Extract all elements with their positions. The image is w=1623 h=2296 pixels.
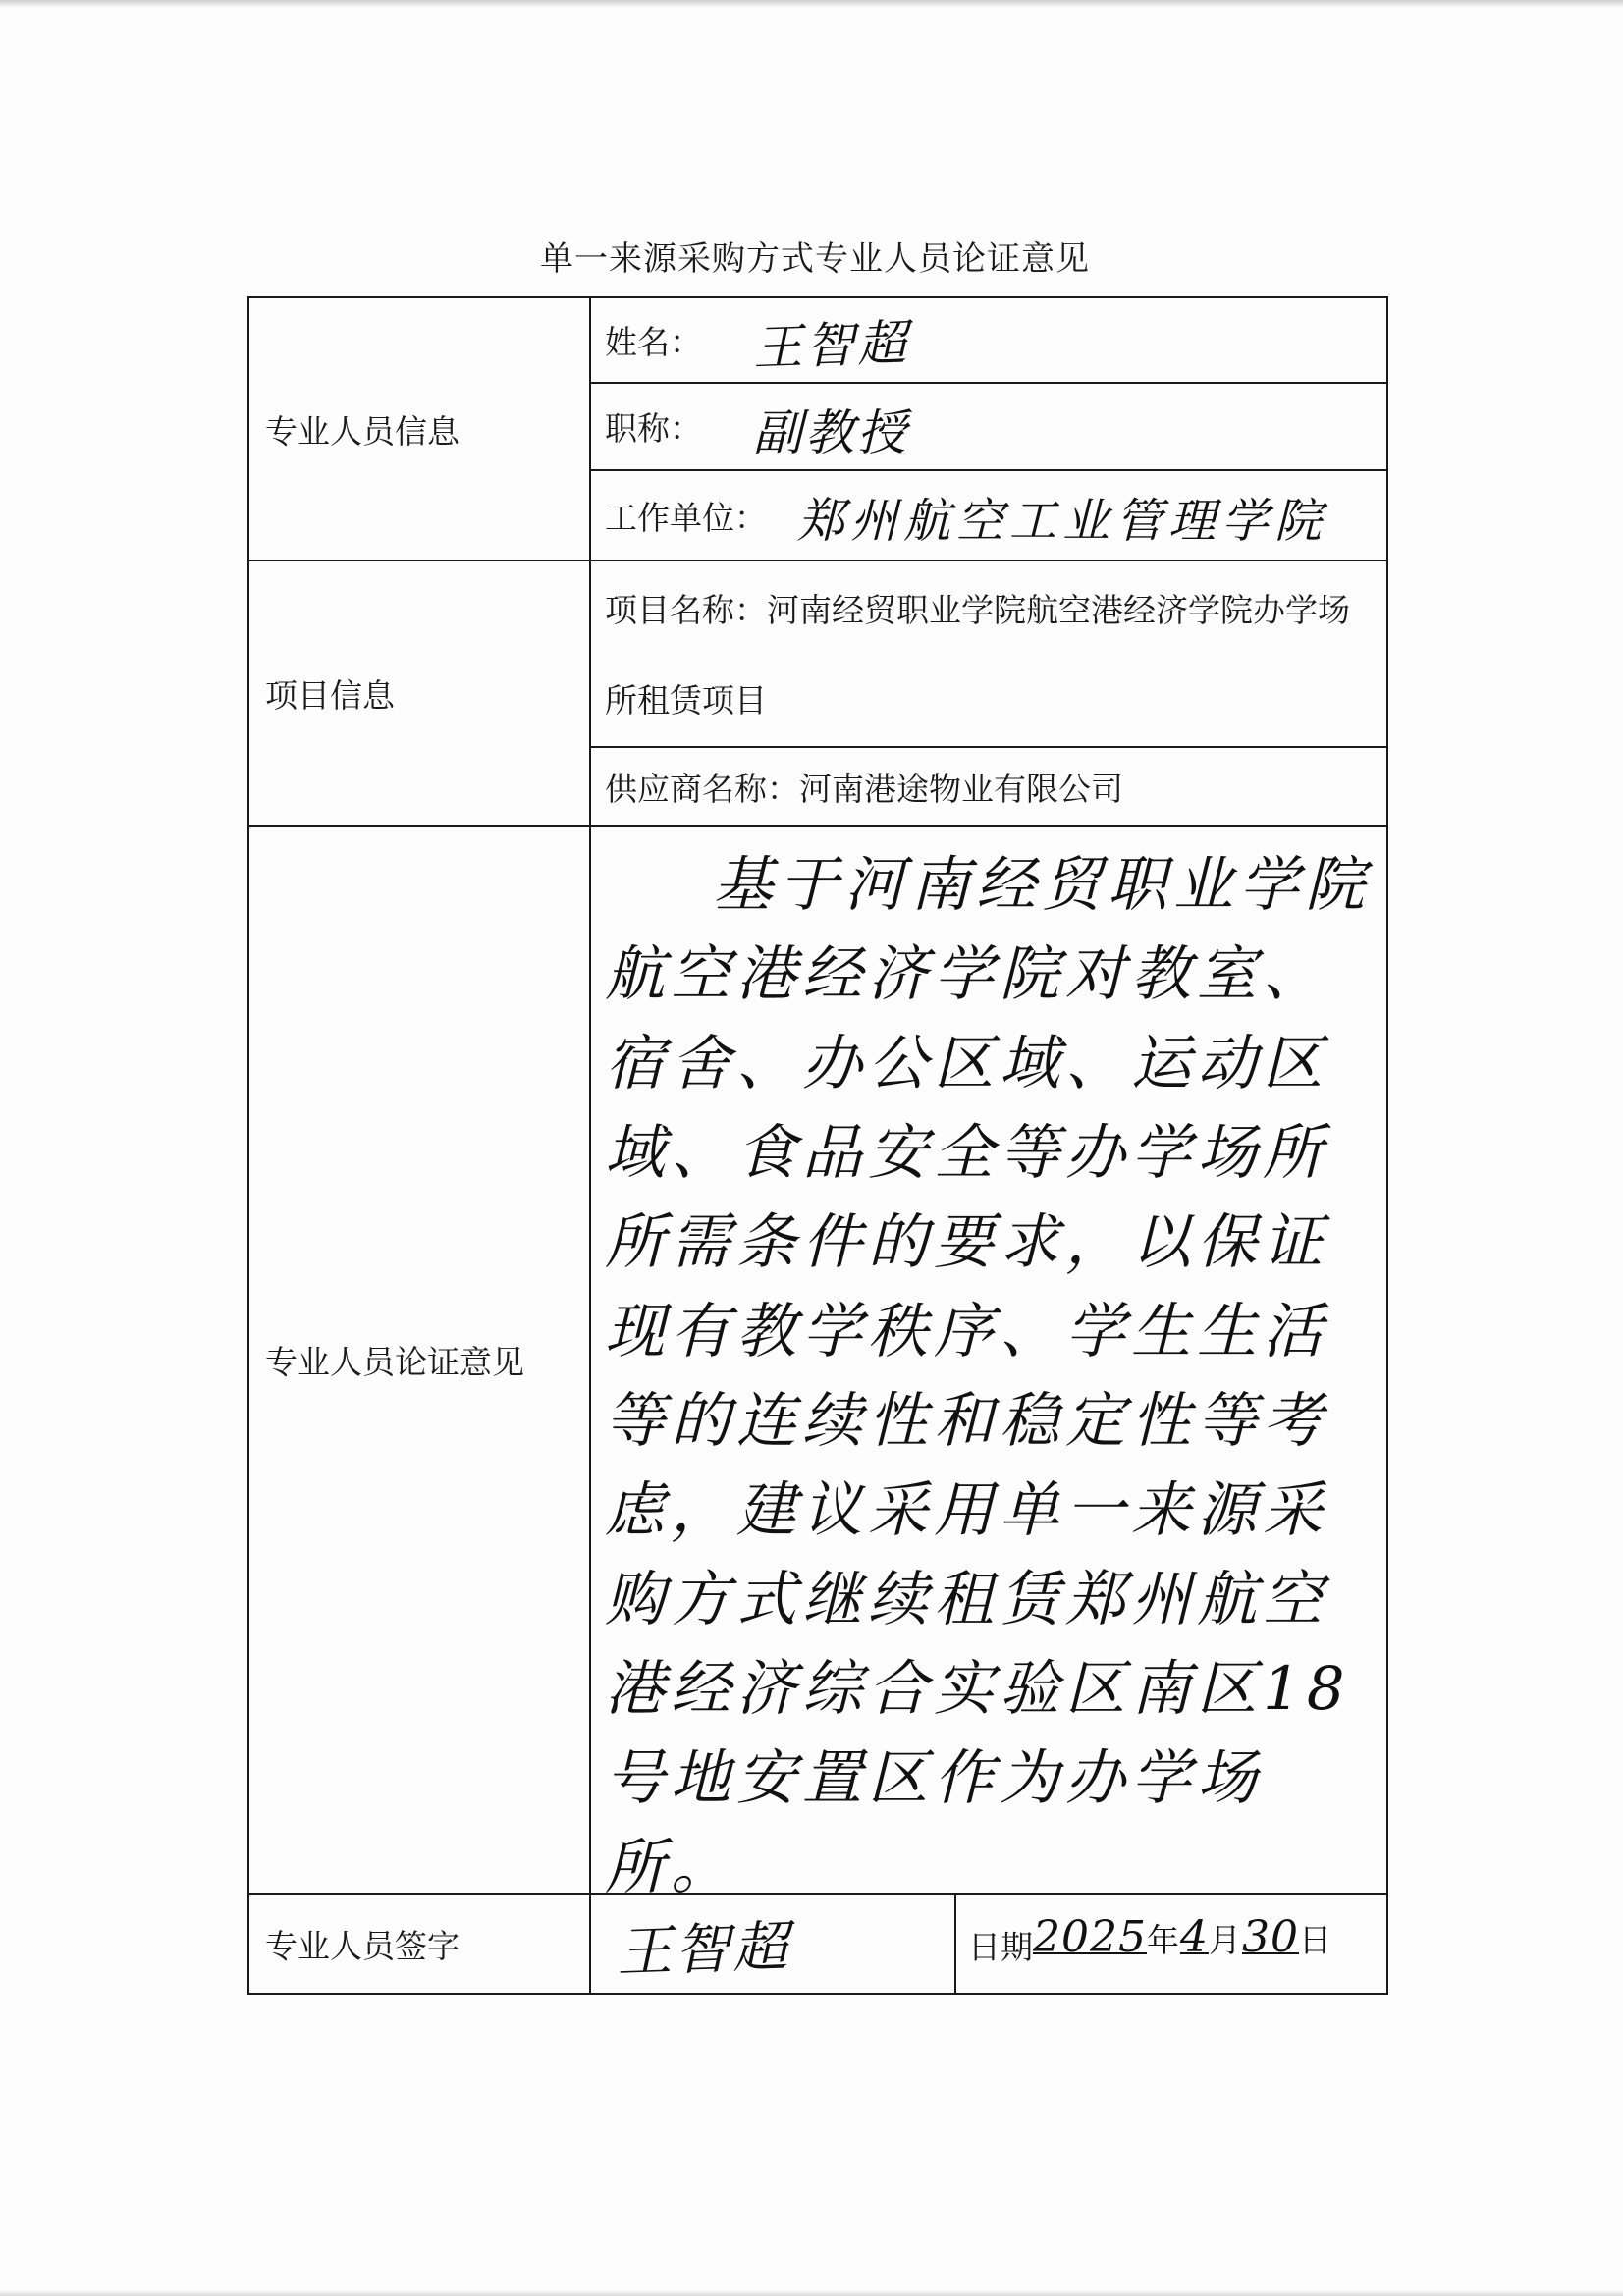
expert-opinion-form	[247, 296, 1388, 1995]
title-handwritten: 副教授	[753, 404, 909, 461]
date-day: 30	[1241, 1912, 1299, 1962]
name-label: 姓名：	[605, 323, 702, 361]
name-row	[248, 297, 1387, 383]
unit-label: 工作单位：	[605, 498, 767, 537]
date-month-suffix: 月	[1208, 1921, 1242, 1959]
unit-cell	[590, 470, 1387, 561]
document-title: 单一来源采购方式专业人员论证意见	[540, 240, 1090, 279]
opinion-cell	[590, 826, 1387, 1902]
name-handwritten: 王智超	[752, 314, 911, 377]
title-cell	[590, 383, 1387, 470]
date-year-suffix: 年	[1146, 1921, 1180, 1959]
expert-info-label: 专业人员信息	[248, 297, 590, 561]
date-cell	[955, 1894, 1387, 1994]
opinion-label: 专业人员论证意见	[248, 826, 590, 1894]
supplier-text: 供应商名称：河南港途物业有限公司	[605, 769, 1123, 808]
signature-cell	[590, 1894, 955, 1994]
signature-handwritten: 王智超	[616, 1914, 792, 1986]
date-label: 日期	[968, 1928, 1033, 1966]
date-month: 4	[1179, 1912, 1209, 1962]
date-year: 2025	[1033, 1912, 1147, 1962]
project-name-text: 项目名称：河南经贸职业学院航空港经济学院办学场所租赁项目	[605, 591, 1350, 720]
project-name-row	[248, 561, 1387, 747]
opinion-row	[248, 826, 1387, 1894]
signature-row	[248, 1894, 1387, 1994]
scan-edge-top	[0, 0, 1623, 8]
date-handwritten	[1033, 1912, 1332, 1962]
date-day-suffix: 日	[1298, 1921, 1332, 1959]
unit-handwritten: 郑州航空工业管理学院	[797, 494, 1328, 549]
signature-label: 专业人员签字	[248, 1894, 590, 1994]
project-info-label: 项目信息	[248, 561, 590, 826]
opinion-area	[591, 827, 1386, 1902]
scan-edge-bottom	[0, 2290, 1623, 2296]
opinion-handwritten: 基于河南经贸职业学院航空港经济学院对教室、宿舍、办公区域、运动区域、食品安全等办学场所所需条件的要求，以保证现有教学秩序、学生生活等的连续性和稳定性等考虑，建议采用单一来源采购方式继续租赁郑州航空港经济综合实验区南区18号地安置区作为办学场所。	[605, 850, 1372, 1902]
supplier-cell	[590, 747, 1387, 826]
project-name-cell	[590, 561, 1387, 747]
name-cell	[590, 297, 1387, 383]
title-label: 职称：	[605, 409, 702, 448]
